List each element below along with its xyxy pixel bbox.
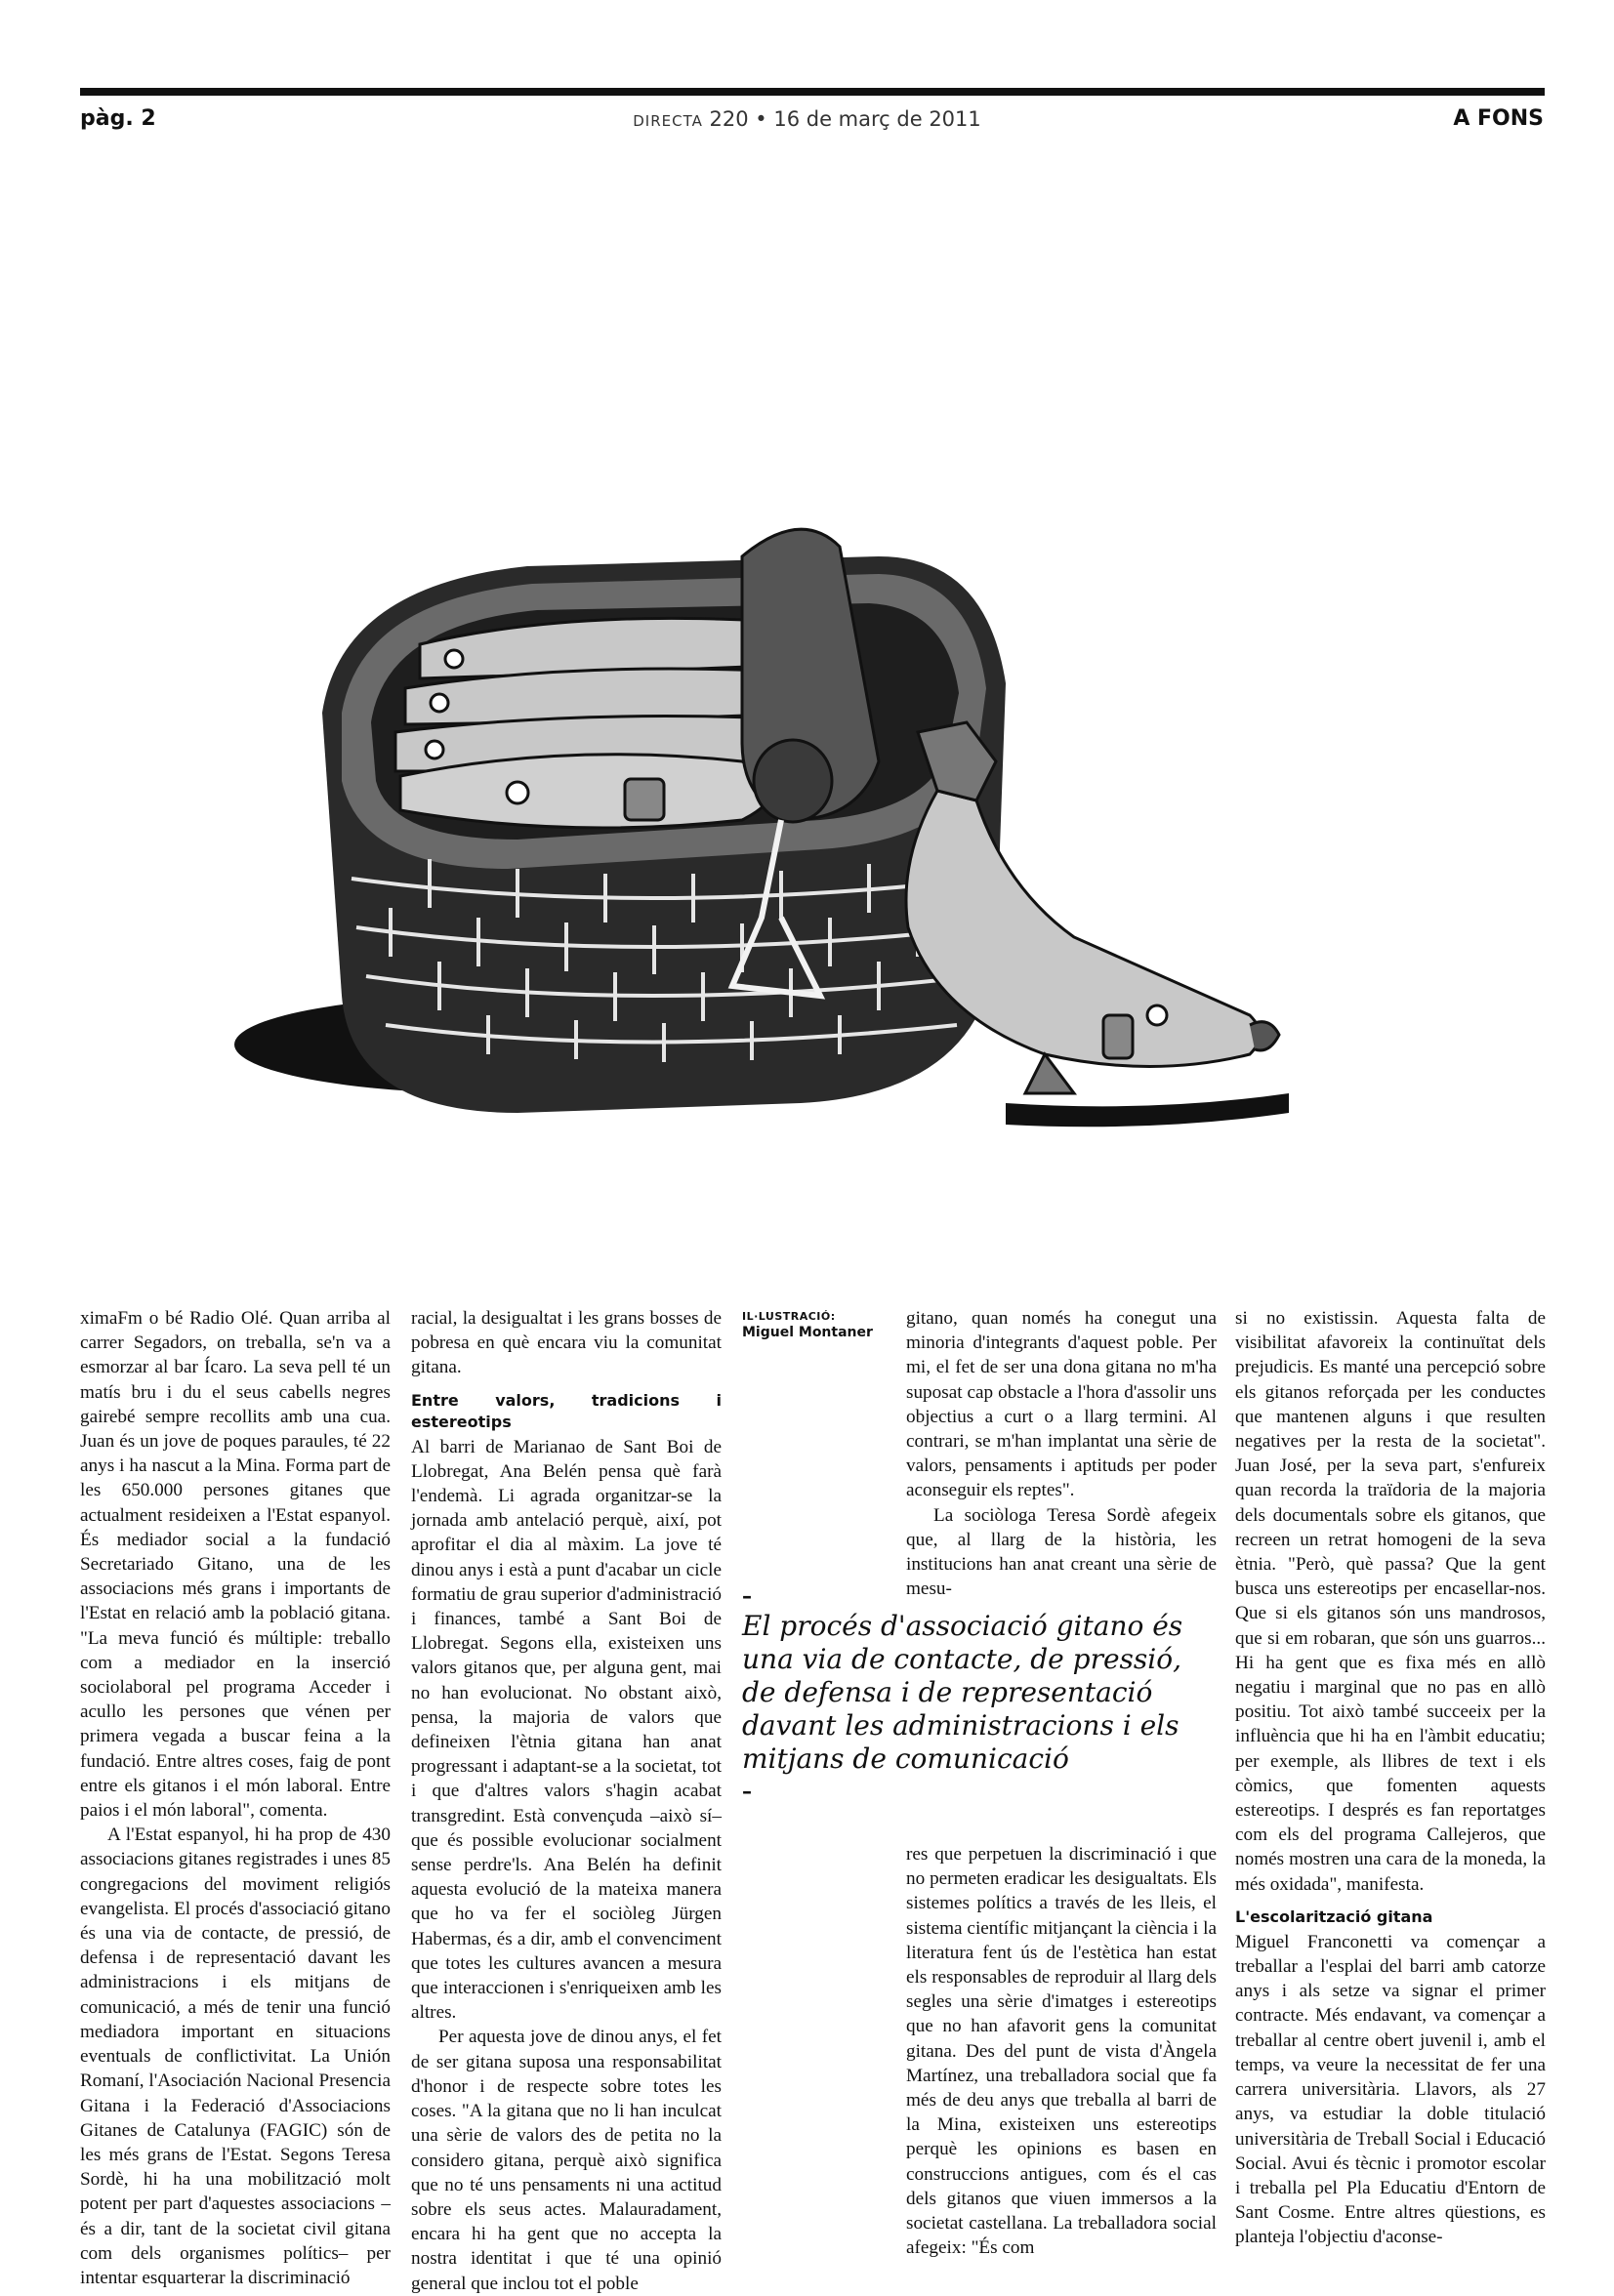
fish-shadow bbox=[1006, 1093, 1289, 1127]
article-column-2 bbox=[411, 1306, 722, 2296]
illustration-credit bbox=[742, 1310, 898, 1340]
paragraph: Miguel Franconetti va començar a treballar a l'esplai del barri amb catorze anys i als setze va signar el primer contracte. Més endavant, va començar a treballar al centre obert juvenil i, amb el temps, va veure la necessitat de fer una carrera universitària. Llavors, als 27 anys, va estudiar la doble titulació universitària de Treball Social i Educació Social. Avui és tècnic i promotor escolar i treballa pel Pla Educatiu d'Entorn de Sant Cosme. Entre altres qüestions, es planteja l'objectiu d'aconse- bbox=[1235, 1931, 1546, 2248]
paragraph: A l'Estat espanyol, hi ha prop de 430 associacions gitanes registrades i unes 85 congregacions del moviment religiós evangelista. El procés d'associació gitano és una via de contacte, de pressió, de defensa i de representació davant les administracions i els mitjans de comunicació, a més de tenir una funció mediadora important en situacions eventuals de conflictivitat. La Unión Romaní, l'Asociación Nacional Presencia Gitana i la Federació d'Associacions Gitanes de Catalunya (FAGIC) són de les més grans de l'Estat. Segons Teresa Sordè, hi ha una mobilització molt potent per part d'aquestes associacions –és a dir, tant de la societat civil gitana com dels organismes polítics– per intentar esquarterar la discriminació bbox=[80, 1824, 391, 2288]
credit-author: Miguel Montaner bbox=[742, 1325, 873, 1340]
section-heading: L'escolarització gitana bbox=[1235, 1906, 1433, 1926]
quote-dash-top: – bbox=[742, 1584, 752, 1608]
article-column-1 bbox=[80, 1306, 391, 2290]
paragraph: Al barri de Marianao de Sant Boi de Llobregat, Ana Belén pensa què farà l'endemà. Li agrada organitzar-se la jornada amb antelació perquè, així, pot aprofitar el dia al màxim. La jove té dinou anys i està a punt d'acabar un cicle formatiu de grau superior d'administració i finances, també a Sant Boi de Llobregat. Segons ella, existeixen uns valors gitanos que, per alguna gent, mai no han evolucionat. No obstant això, pensa, la majoria de valors que defineixen l'ètnia gitana han anat progressant i adaptant-se a la societat, tot i que d'altres valors s'hagin acabat transgredint. Està convençuda –això sí– que és possible evolucionar socialment sense perdre'ls. Ana Belén ha definit aquesta evolució de la mateixa manera que ho va fer el sociòleg Jürgen Habermas, és a dir, amb el convenciment que totes les cultures avancen a mesura que interaccionen i s'enriqueixen amb les altres. bbox=[411, 1436, 722, 2024]
publication-name: DIRECTA bbox=[633, 112, 703, 130]
paragraph: Per aquesta jove de dinou anys, el fet de ser gitana suposa una responsabilitat d'honor i de respecte sobre totes les coses. "A la gitana que no li han inculcat una sèrie de valors des de petita no la considero gitana, perquè això significa que no té uns pensaments ni una actitud sobre els seus actes. Malauradament, encara hi ha gent que no accepta la nostra identitat i que té una opinió general que inclou tot el poble bbox=[411, 2027, 722, 2294]
sardine-can-illustration bbox=[195, 469, 1465, 1289]
page-number: pàg. 2 bbox=[80, 106, 156, 131]
paragraph: racial, la desigualtat i les grans bosses de pobresa en què encara viu la comunitat gitana. bbox=[411, 1308, 722, 1378]
section-name: A FONS bbox=[1453, 106, 1544, 131]
paragraph: res que perpetuen la discriminació i que no permeten eradicar les desigualtats. Els sistemes polítics a través de les lleis, el sistema científic mitjançant la ciència i la literatura fent ús de l'estètica han estat els responsables de reproduir al llarg dels segles una sèrie d'imatges i estereotips que no han afavorit gens la comunitat gitana. Des del punt de vista d'Àngela Martínez, una treballadora social que fa més de deu anys que treballa al barri de la Mina, existeixen uns estereotips perquè les opinions es basen en construccions antigues, com és el cas dels gitanos que viuen immersos a la societat castellana. La treballadora social afegeix: "És com bbox=[906, 1844, 1217, 2259]
paragraph: si no existissin. Aquesta falta de visibilitat afavoreix la continuïtat dels prejudicis. Es manté una percepció sobre els gitanos reforçada per les conductes que mantenen alguns i que resulten negatives per la resta de la societat". Juan José, per la seva part, s'enfureix quan recorda la traïdoria de la majoria dels documentals sobre els gitanos, que recreen un retrat homogeni de la seva ètnia. "Però, què passa? Que la gent busca uns estereotips per encasellar-nos. Que si els gitanos són uns mandrosos, que si em robaran, que són uns guarros... Hi ha gent que es fixa més en allò negatiu i marginal que no pas en allò positiu. Tot això també succeeix per la influència que hi ha en l'àmbit educatiu; per exemple, als llibres de text i els còmics, que fomenten aquests estereotips. I després es fan reportatges com els del programa Callejeros, que només mostren una cara de la moneda, la més oxidada", manifesta. bbox=[1235, 1308, 1546, 1895]
paragraph: gitano, quan només ha conegut una minoria d'integrants d'aquest poble. Per mi, el fet de ser una dona gitana no m'ha suposat cap obstacle a l'hora d'assolir uns objectius a curt o a llarg termini. Al contrari, se m'han implantat una sèrie de valors, pensaments i aptituds per poder aconseguir els reptes". bbox=[906, 1308, 1217, 1501]
credit-label: IL·LUSTRACIÓ: bbox=[742, 1310, 836, 1323]
quote-text: El procés d'associació gitano és una via de contacte, de pressió, de defensa i de representació davant les administracions i els mitjans de comunicació bbox=[742, 1610, 1183, 1775]
article-column-3-bottom bbox=[906, 1842, 1217, 2260]
issue-line bbox=[0, 105, 1614, 135]
paragraph: La sociòloga Teresa Sordè afegeix que, al llarg de la història, les institucions han anat creant una sèrie de mesu- bbox=[906, 1504, 1217, 1600]
header-rule bbox=[80, 88, 1545, 96]
article-column-3-top bbox=[906, 1306, 1217, 1601]
article-column-4 bbox=[1235, 1306, 1546, 2250]
quote-dash-bottom: – bbox=[742, 1780, 752, 1803]
pull-quote bbox=[742, 1586, 1221, 1801]
section-heading: Entre valors, tradicions i estereotips bbox=[411, 1390, 722, 1431]
issue-date: 220 • 16 de març de 2011 bbox=[709, 107, 981, 131]
paragraph: ximaFm o bé Radio Olé. Quan arriba al carrer Segadors, on treballa, se'n va a esmorzar al bar Ícaro. La seva pell té un matís bru i du el seus cabells negres gairebé sempre recollits amb una cua. Juan és un jove de poques paraules, té 22 anys i ha nascut a la Mina. Forma part de les 650.000 persones gitanes que actualment resideixen a l'Estat espanyol. És mediador social a la fundació Secretariado Gitano, una de les associacions més grans i importants de l'Estat en relació amb la població gitana. "La meva funció és múltiple: treballo com a mediador en la inserció sociolaboral pel programa Acceder i acullo les persones que vénen per primera vegada a buscar feina a la fundació. Entre altres coses, faig de pont entre els gitanos i el món laboral. Entre paios i el món laboral", comenta. bbox=[80, 1308, 391, 1822]
